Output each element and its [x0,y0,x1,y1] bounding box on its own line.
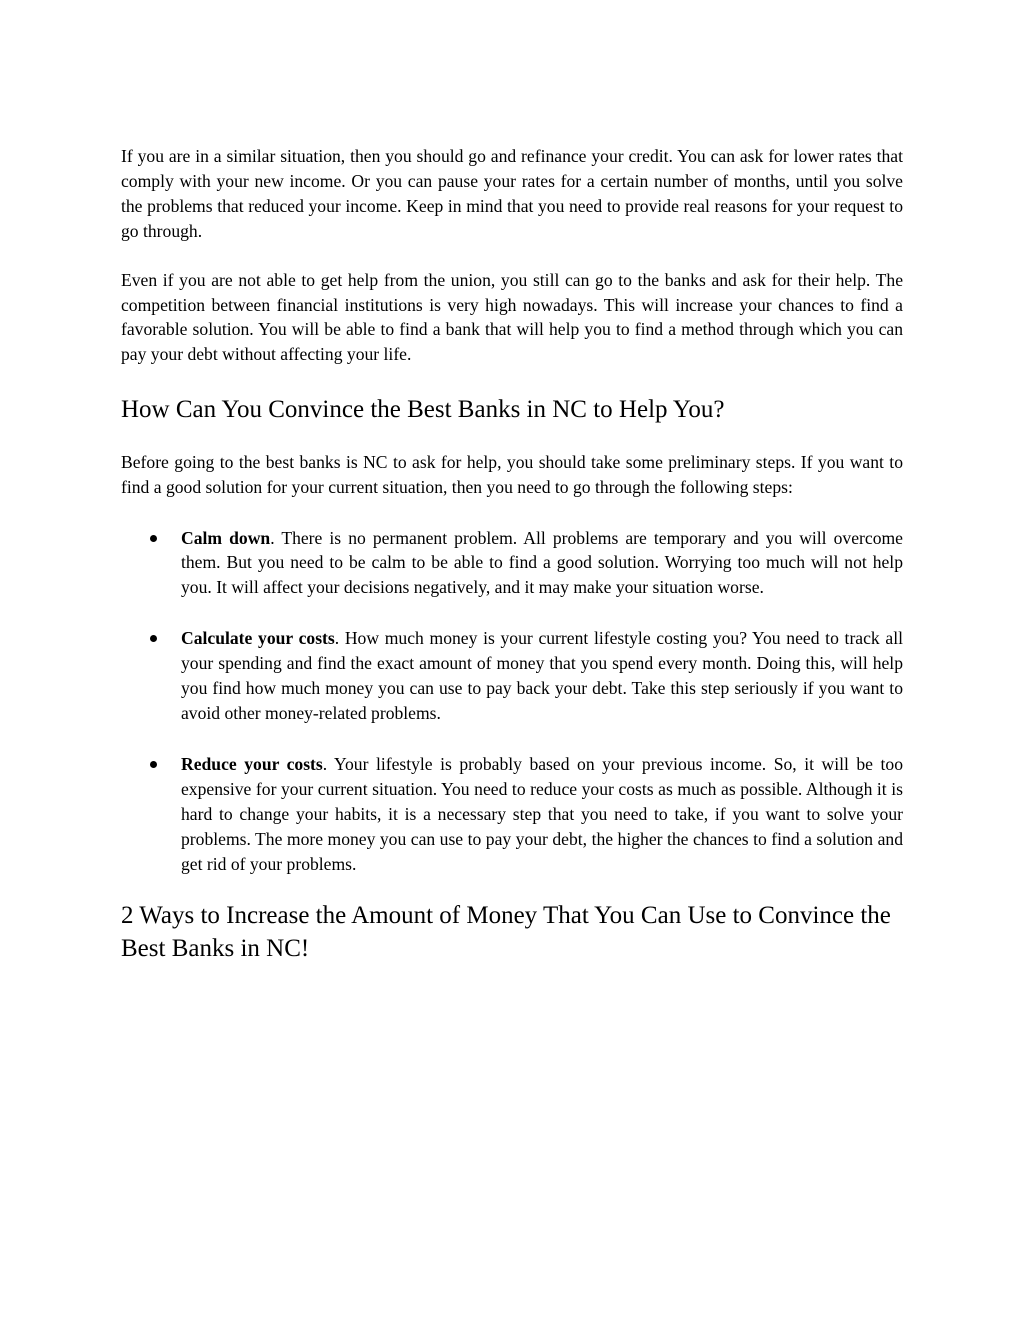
list-item [121,526,903,601]
step-text: . Your lifestyle is probably based on your previous income. So, it will be too expensive for your current situation. You need to reduce your costs as much as possible. Although it is hard to change your habits, it is a necessary step that you need to take, if you want to solve your problems. The more money you can use to pay your debt, the higher the chances to find a solution and get rid of your problems. [181,753,903,874]
step-text: . There is no permanent problem. All problems are temporary and you will overcome them. But you need to be calm to be able to find a good solution. Worrying too much will not help you. It will affect your decisions negatively, and it may make your situation worse. [181,527,903,598]
heading-increase-money: 2 Ways to Increase the Amount of Money That You Can Use to Convince the Best Banks in NC! [121,902,891,962]
bullet-icon [150,635,157,642]
step-title: Calculate your costs [181,628,335,649]
bullet-icon [150,761,157,768]
list-item [121,752,903,877]
steps-list [121,526,903,877]
heading-convince-banks: How Can You Convince the Best Banks in NC to Help You? [121,396,725,424]
document-page [121,144,903,965]
paragraph-banks-help: Even if you are not able to get help from the union, you still can go to the banks and ask for their help. The competition between financial institutions is very high nowadays. This will increase your chances to find a favorable solution. You will be able to find a bank that will help you to find a method through which you can pay your debt without affecting your life. [121,269,903,365]
step-title: Calm down [181,527,271,548]
paragraph-preliminary-steps: Before going to the best banks is NC to ask for help, you should take some preliminary steps. If you want to find a good solution for your current situation, then you need to go through the following steps: [121,451,903,497]
list-item [121,626,903,726]
bullet-icon [150,535,157,542]
step-text: . How much money is your current lifestyle costing you? You need to track all your spending and find the exact amount of money that you spend every month. Doing this, will help you find how much money you can use to pay back your debt. Take this step seriously if you want to avoid other money-related problems. [181,628,903,723]
paragraph-refinance: If you are in a similar situation, then you should go and refinance your credit. You can ask for lower rates that comply with your new income. Or you can pause your rates for a certain number of months, until you solve the problems that reduced your income. Keep in mind that you need to provide real reasons for your request to go through. [121,146,903,241]
step-title: Reduce your costs [181,753,323,774]
